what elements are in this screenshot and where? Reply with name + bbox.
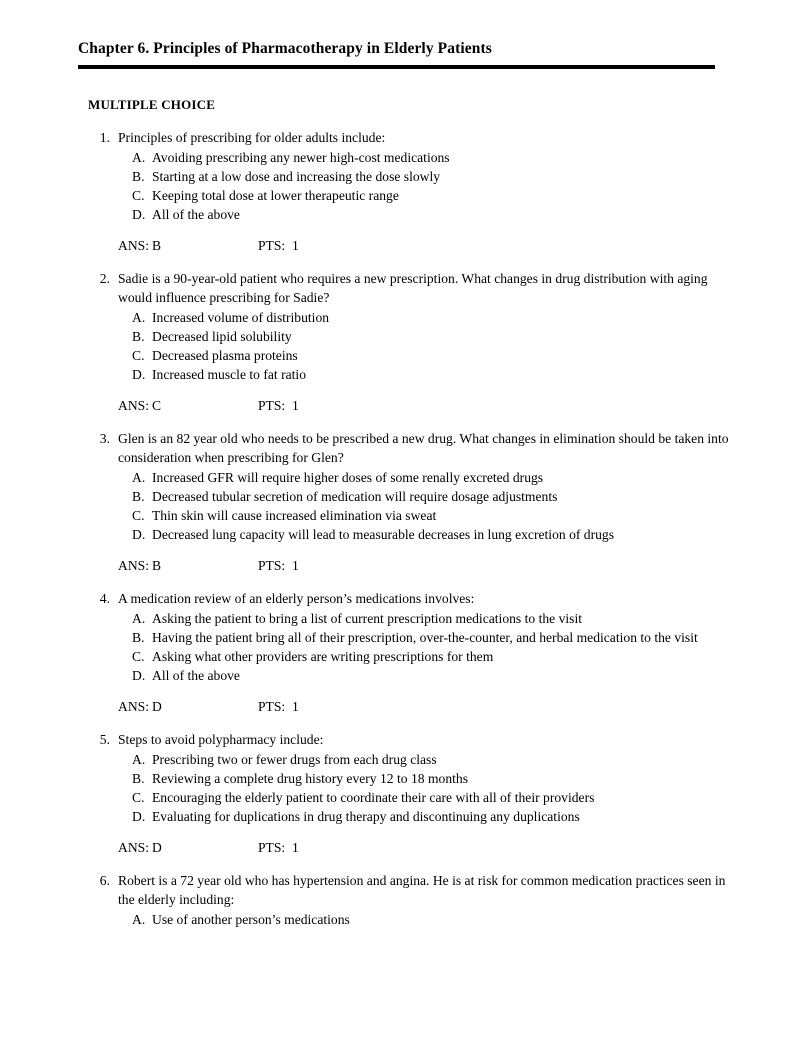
question-body [118, 730, 738, 857]
choice-item[interactable] [118, 628, 738, 647]
choice-letter: B. [132, 630, 145, 645]
answer-line [118, 556, 738, 575]
chapter-header [78, 40, 715, 69]
question-number: 6. [99, 873, 110, 888]
choice-text: Increased muscle to fat ratio [152, 367, 306, 382]
answer-label: ANS: [118, 558, 149, 573]
answer-line [118, 396, 738, 415]
question-number: 2. [99, 271, 110, 286]
choice-item[interactable] [118, 910, 738, 929]
answer-value: B [152, 238, 162, 253]
question-item [88, 429, 738, 589]
choice-text: Having the patient bring all of their prescription, over-the-counter, and herbal medication to the visit [152, 630, 698, 645]
choice-item[interactable] [118, 167, 738, 186]
choice-letter: A. [132, 470, 146, 485]
question-body [118, 429, 738, 575]
answer-line [118, 697, 738, 716]
choice-item[interactable] [118, 487, 738, 506]
question-list [88, 128, 738, 943]
choice-letter: B. [132, 169, 145, 184]
question-body [118, 128, 738, 255]
question-body [118, 871, 738, 929]
choice-list [118, 468, 738, 544]
choice-text: Increased GFR will require higher doses of some renally excreted drugs [152, 470, 544, 485]
question-item [88, 269, 738, 429]
choice-text: Decreased tubular secretion of medication will require dosage adjustments [152, 489, 558, 504]
choice-letter: A. [132, 310, 146, 325]
choice-item[interactable] [118, 365, 738, 384]
question-stem: Steps to avoid polypharmacy include: [118, 732, 324, 747]
points-label: PTS: [258, 558, 286, 573]
question-stem: A medication review of an elderly person’s medications involves: [118, 591, 475, 606]
question-item [88, 871, 738, 943]
question-number: 3. [99, 431, 110, 446]
points-label: PTS: [258, 699, 286, 714]
choice-text: Avoiding prescribing any newer high-cost medications [152, 150, 450, 165]
choice-letter: D. [132, 527, 146, 542]
choice-text: Decreased lung capacity will lead to measurable decreases in lung excretion of drugs [152, 527, 615, 542]
points-value: 1 [292, 699, 299, 714]
choice-text: Starting at a low dose and increasing the dose slowly [152, 169, 441, 184]
choice-letter: D. [132, 367, 146, 382]
choice-text: All of the above [152, 668, 240, 683]
choice-text: Evaluating for duplications in drug therapy and discontinuing any duplications [152, 809, 580, 824]
choice-letter: D. [132, 668, 146, 683]
points-value: 1 [292, 398, 299, 413]
section-heading: MULTIPLE CHOICE [88, 97, 216, 112]
choice-item[interactable] [118, 346, 738, 365]
choice-item[interactable] [118, 647, 738, 666]
points-value: 1 [292, 840, 299, 855]
points-label: PTS: [258, 238, 286, 253]
choice-letter: C. [132, 348, 145, 363]
choice-list [118, 910, 738, 929]
answer-label: ANS: [118, 238, 149, 253]
choice-letter: D. [132, 207, 146, 222]
choice-text: Increased volume of distribution [152, 310, 330, 325]
choice-item[interactable] [118, 205, 738, 224]
choice-text: Decreased plasma proteins [152, 348, 298, 363]
choice-item[interactable] [118, 186, 738, 205]
choice-text: Encouraging the elderly patient to coordinate their care with all of their providers [152, 790, 595, 805]
choice-letter: C. [132, 188, 145, 203]
choice-text: Use of another person’s medications [152, 912, 350, 927]
answer-value: B [152, 558, 162, 573]
choice-item[interactable] [118, 609, 738, 628]
choice-letter: C. [132, 649, 145, 664]
question-stem: Robert is a 72 year old who has hypertension and angina. He is at risk for common medication practices seen in the elderly including: [118, 873, 726, 907]
choice-text: Thin skin will cause increased elimination via sweat [152, 508, 437, 523]
choice-letter: B. [132, 329, 145, 344]
question-item [88, 128, 738, 269]
points-value: 1 [292, 238, 299, 253]
choice-letter: B. [132, 771, 145, 786]
choice-text: Decreased lipid solubility [152, 329, 292, 344]
choice-letter: B. [132, 489, 145, 504]
choice-item[interactable] [118, 666, 738, 685]
choice-list [118, 609, 738, 685]
question-stem: Principles of prescribing for older adults include: [118, 130, 386, 145]
points-label: PTS: [258, 840, 286, 855]
choice-list [118, 750, 738, 826]
question-item [88, 589, 738, 730]
answer-value: D [152, 699, 162, 714]
header-divider [78, 65, 715, 69]
choice-item[interactable] [118, 525, 738, 544]
choice-text: Asking the patient to bring a list of current prescription medications to the visit [152, 611, 583, 626]
choice-letter: A. [132, 150, 146, 165]
choice-text: All of the above [152, 207, 240, 222]
choice-item[interactable] [118, 769, 738, 788]
question-body [118, 589, 738, 716]
choice-letter: A. [132, 752, 146, 767]
question-body [118, 269, 738, 415]
choice-item[interactable] [118, 788, 738, 807]
answer-label: ANS: [118, 840, 149, 855]
choice-item[interactable] [118, 148, 738, 167]
choice-letter: D. [132, 809, 146, 824]
choice-item[interactable] [118, 506, 738, 525]
choice-item[interactable] [118, 327, 738, 346]
page-title: Chapter 6. Principles of Pharmacotherapy in Elderly Patients [78, 40, 492, 57]
answer-line [118, 838, 738, 857]
choice-item[interactable] [118, 308, 738, 327]
points-label: PTS: [258, 398, 286, 413]
choice-item[interactable] [118, 468, 738, 487]
choice-letter: A. [132, 611, 146, 626]
points-value: 1 [292, 558, 299, 573]
question-stem: Sadie is a 90-year-old patient who requires a new prescription. What changes in drug distribution with aging would influence prescribing for Sadie? [118, 271, 708, 305]
choice-text: Keeping total dose at lower therapeutic range [152, 188, 399, 203]
choice-list [118, 308, 738, 384]
choice-letter: C. [132, 790, 145, 805]
choice-letter: C. [132, 508, 145, 523]
question-item [88, 730, 738, 871]
choice-item[interactable] [118, 750, 738, 769]
question-stem: Glen is an 82 year old who needs to be prescribed a new drug. What changes in elimination should be taken into consideration when prescribing for Glen? [118, 431, 729, 465]
answer-line [118, 236, 738, 255]
answer-value: D [152, 840, 162, 855]
answer-label: ANS: [118, 398, 149, 413]
question-number: 1. [99, 130, 110, 145]
choice-text: Prescribing two or fewer drugs from each drug class [152, 752, 437, 767]
answer-value: C [152, 398, 162, 413]
question-number: 5. [99, 732, 110, 747]
choice-text: Asking what other providers are writing prescriptions for them [152, 649, 494, 664]
choice-text: Reviewing a complete drug history every 12 to 18 months [152, 771, 468, 786]
question-number: 4. [99, 591, 110, 606]
choice-item[interactable] [118, 807, 738, 826]
answer-label: ANS: [118, 699, 149, 714]
choice-letter: A. [132, 912, 146, 927]
choice-list [118, 148, 738, 224]
